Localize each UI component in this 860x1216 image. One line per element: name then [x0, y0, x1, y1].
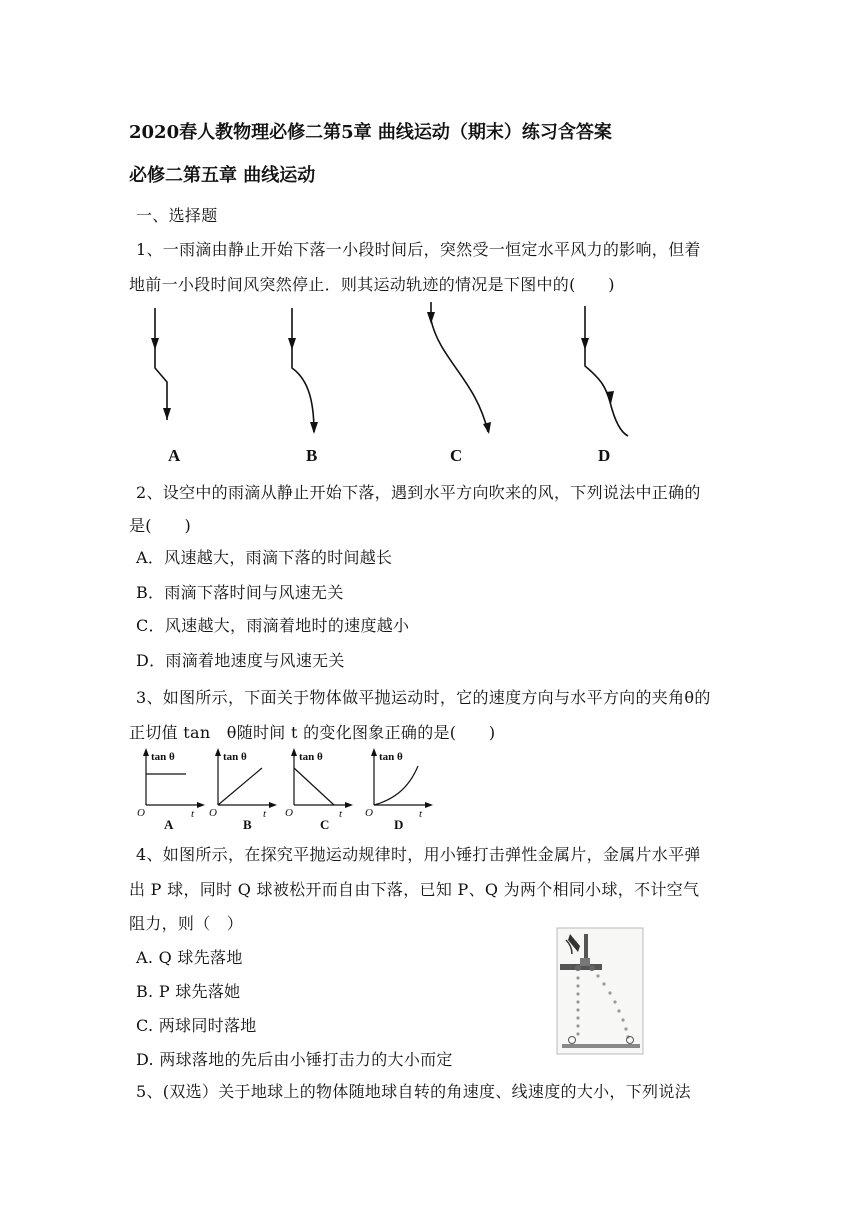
graph-c-y-label: tan θ: [299, 751, 323, 763]
graph-b-origin: O: [209, 807, 217, 819]
graph-a-x-label: t: [191, 808, 195, 820]
question-1-line-1: 1、一雨滴由静止开始下落一小段时间后，突然受一恒定水平风力的影响，但着: [136, 240, 701, 259]
question-1-line-2: 地前一小段时间风突然停止．则其运动轨迹的情况是下图中的( ): [129, 275, 615, 294]
graph-c-x-label: t: [339, 808, 343, 820]
chapter-subtitle: 必修二第五章 曲线运动: [129, 165, 316, 186]
question-2-option-c: C．风速越大，雨滴着地时的速度越小: [136, 616, 410, 635]
graph-d-origin: O: [365, 807, 373, 819]
question-3-line-2: 正切值 tan θ随时间 t 的变化图象正确的是( ): [129, 723, 496, 742]
graph-c-origin: O: [285, 807, 293, 819]
ball-q-top: [575, 965, 581, 971]
question-4-option-d: D. 两球落地的先后由小锤打击力的大小而定: [136, 1050, 453, 1069]
metal-plate: [580, 958, 590, 966]
section-heading: 一、选择题: [136, 206, 218, 225]
question-5-line-1: 5、(双选）关于地球上的物体随地球自转的角速度、线速度的大小，下列说法: [136, 1082, 691, 1101]
question-2-option-a: A．风速越大，雨滴下落的时间越长: [136, 548, 393, 567]
q3-label-d: D: [394, 817, 404, 832]
graph-d-x-label: t: [419, 808, 423, 820]
question-4-option-a: A. Q 球先落地: [136, 948, 243, 967]
document-title: 2020春人教物理必修二第5章 曲线运动（期末）练习含答案: [129, 122, 612, 143]
q3-label-c: C: [320, 817, 330, 832]
graph-b-x-label: t: [263, 808, 267, 820]
graph-a-y-label: tan θ: [151, 751, 175, 763]
q1-label-a: A: [168, 446, 181, 465]
q3-label-b: B: [243, 817, 252, 832]
q1-label-c: C: [450, 446, 463, 465]
q3-label-a: A: [164, 817, 174, 832]
q1-label-b: B: [306, 446, 318, 465]
question-2-option-b: B．雨滴下落时间与风速无关: [136, 583, 344, 602]
ball-p-top: [589, 965, 595, 971]
question-2-line-2: 是( ): [129, 516, 191, 535]
question-4-line-1: 4、如图所示，在探究平抛运动规律时，用小锤打击弹性金属片，金属片水平弹: [136, 845, 701, 864]
question-4-option-c: C. 两球同时落地: [136, 1016, 257, 1035]
question-4-line-3: 阻力，则（ ）: [129, 914, 244, 933]
question-4-option-b: B. P 球先落她: [136, 982, 241, 1001]
question-3-line-1: 3、如图所示，下面关于物体做平抛运动时，它的速度方向与水平方向的夹角θ的: [136, 688, 711, 707]
graph-d-y-label: tan θ: [379, 751, 403, 763]
ground-bar: [562, 1044, 640, 1048]
question-2-line-1: 2、设空中的雨滴从静止开始下落，遇到水平方向吹来的风，下列说法中正确的: [136, 483, 701, 502]
question-4-line-2: 出 P 球，同时 Q 球被松开而自由下落，已知 P、Q 为两个相同小球，不计空气: [129, 880, 700, 899]
graph-b-y-label: tan θ: [223, 751, 247, 763]
q1-label-d: D: [598, 446, 611, 465]
graph-a-origin: O: [137, 807, 145, 819]
question-2-option-d: D．雨滴着地速度与风速无关: [136, 651, 345, 670]
